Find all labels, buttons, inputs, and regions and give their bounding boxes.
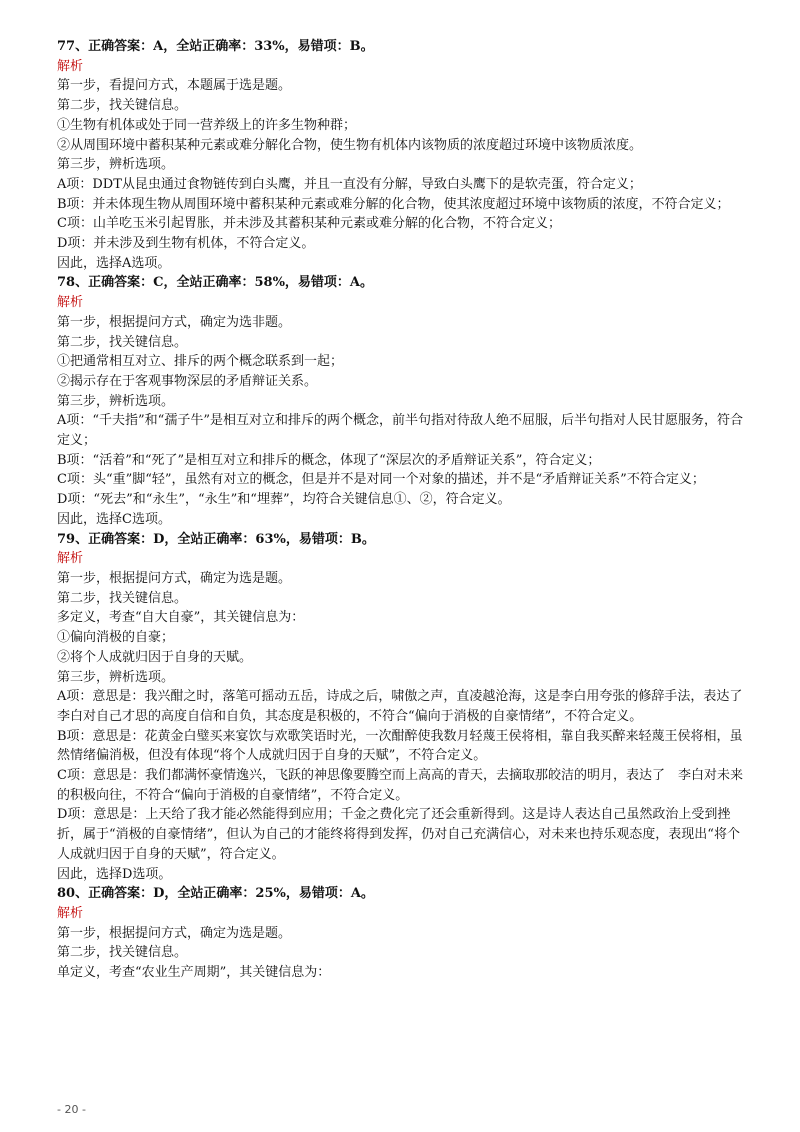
analysis-line: 第一步，看提问方式，本题属于选是题。 — [57, 78, 292, 94]
analysis-heading: 解析 — [57, 58, 84, 74]
analysis-line: C项：头“重”脚“轻”，虽然有对立的概念，但是并不是对同一个对象的描述，并不是“矛盾辩证关系”不符合定义； — [57, 472, 705, 488]
title-num: 78、 — [57, 275, 89, 291]
analysis-line: C项：意思是：我们都满怀豪情逸兴，飞跃的神思像要腾空而上高高的青天，去摘取那皎洁的明月，表达了 李白对未来的积极向往，不符合“偏向于消极的自豪情绪”，不符合定义。 — [57, 768, 743, 803]
analysis-line: 第三步，辨析选项。 — [57, 669, 175, 685]
analysis-heading: 解析 — [57, 905, 84, 921]
analysis-line: A项：“千夫指”和“孺子牛”是相互对立和排斥的两个概念，前半句指对待敌人绝不屈服，后半句指对人民甘愿服务，符合定义； — [57, 413, 743, 449]
analysis-line: ①把通常相互对立、排斥的两个概念联系到一起； — [57, 354, 344, 370]
question-block — [57, 273, 747, 529]
question-title — [57, 273, 747, 293]
analysis-line: D项：意思是：上天给了我才能必然能得到应用；千金之费化完了还会重新得到。这是诗人表达自己虽然政治上受到挫折，属于“消极的自豪情绪”，但认为自己的才能终将得到发挥，仍对自己充满信心，对未来也持乐观态度，表现出“将个人成就归因于自身的天赋”，符合定义。 — [57, 807, 740, 862]
title-rate-label: 全站正确率： — [176, 275, 255, 291]
title-ans: C， — [153, 275, 177, 291]
question-title — [57, 884, 747, 904]
analysis-line: 第二步，找关键信息。 — [57, 334, 188, 350]
analysis-heading: 解析 — [57, 551, 84, 567]
title-key: 正确答案： — [88, 886, 154, 902]
title-rate: 33%，易错项：B。 — [254, 39, 374, 54]
analysis-line: ②将个人成就归因于自身的天赋。 — [57, 649, 253, 665]
analysis-line: 第一步，根据提问方式，确定为选是题。 — [57, 925, 292, 941]
title-num: 77、 — [57, 39, 89, 54]
analysis-line: ①偏向消极的自豪； — [57, 630, 175, 646]
document-page — [57, 37, 747, 983]
analysis-line: 因此，选择A选项。 — [57, 255, 171, 271]
title-rate-label: 全站正确率： — [177, 531, 256, 547]
title-ans: D， — [153, 531, 178, 547]
title-key: 正确答案： — [88, 39, 154, 54]
question-title — [57, 530, 747, 550]
question-block — [57, 530, 747, 885]
analysis-line: 第一步，根据提问方式，确定为选是题。 — [57, 570, 292, 586]
analysis-line: B项：并未体现生物从周围环境中蓄积某种元素或难分解的化合物，使其浓度超过环境中该物质的浓度，不符合定义； — [57, 196, 730, 212]
question-block — [57, 884, 747, 983]
analysis-heading: 解析 — [57, 295, 84, 311]
analysis-line: 第二步，找关键信息。 — [57, 945, 188, 961]
analysis-line: ②揭示存在于客观事物深层的矛盾辩证关系。 — [57, 373, 318, 389]
analysis-line: A项：意思是：我兴酣之时，落笔可摇动五岳，诗成之后，啸傲之声，直凌越沧海，这是李白用夸张的修辞手法，表达了李白对自己才思的高度自信和自负，其态度是积极的，不符合“偏向于消极的自豪情绪”，不符合定义。 — [57, 689, 743, 724]
analysis-line: 第一步，根据提问方式，确定为选非题。 — [57, 314, 292, 330]
analysis-line: B项：意思是：花黄金白璧买来宴饮与欢歌笑语时光，一次酣醉使我数月轻蔑王侯将相，靠自我买醉来轻蔑王侯将相，虽然情绪偏消极，但没有体现“将个人成就归因于自身的天赋”，不符合定义。 — [57, 728, 743, 764]
title-key: 正确答案： — [88, 531, 154, 547]
analysis-line: 因此，选择D选项。 — [57, 866, 172, 882]
analysis-line: A项：DDT从昆虫通过食物链传到白头鹰，并且一直没有分解，导致白头鹰下的是软壳蛋，符合定义； — [57, 176, 642, 192]
analysis-line: 多定义，考查“自大自豪”，其关键信息为： — [57, 610, 305, 626]
title-rate: 25%，易错项：A。 — [255, 886, 374, 902]
analysis-line: 第三步，辨析选项。 — [57, 393, 175, 409]
analysis-line: 因此，选择C选项。 — [57, 511, 171, 527]
analysis-line: 第二步，找关键信息。 — [57, 590, 188, 606]
question-title — [57, 37, 747, 57]
analysis-line: C项：山羊吃玉米引起胃胀，并未涉及其蓄积某种元素或难分解的化合物，不符合定义； — [57, 216, 561, 232]
analysis-line: D项：“死去”和“永生”，“永生”和“埋葬”，均符合关键信息①、②，符合定义。 — [57, 492, 511, 508]
title-rate-label: 全站正确率： — [176, 39, 255, 54]
analysis-line: D项：并未涉及到生物有机体，不符合定义。 — [57, 236, 315, 252]
title-key: 正确答案： — [88, 275, 154, 291]
question-block — [57, 37, 747, 273]
title-ans: A， — [153, 39, 177, 54]
title-num: 79、 — [57, 531, 89, 547]
title-rate: 63%，易错项：B。 — [255, 531, 375, 547]
analysis-line: ②从周围环境中蓄积某种元素或难分解化合物，使生物有机体内该物质的浓度超过环境中该物质浓度。 — [57, 137, 643, 153]
analysis-line: B项：“活着”和“死了”是相互对立和排斥的概念，体现了“深层次的矛盾辩证关系”，符合定义； — [57, 452, 601, 468]
title-num: 80、 — [57, 886, 89, 902]
analysis-line: 第三步，辨析选项。 — [57, 157, 175, 173]
analysis-line: 第二步，找关键信息。 — [57, 98, 188, 114]
title-ans: D， — [153, 886, 178, 902]
title-rate: 58%，易错项：A。 — [254, 275, 374, 291]
page-number: - 20 - — [57, 1103, 86, 1116]
analysis-line: ①生物有机体或处于同一营养级上的许多生物种群； — [57, 117, 357, 133]
analysis-line: 单定义，考查“农业生产周期”，其关键信息为： — [57, 965, 331, 981]
title-rate-label: 全站正确率： — [177, 886, 256, 902]
